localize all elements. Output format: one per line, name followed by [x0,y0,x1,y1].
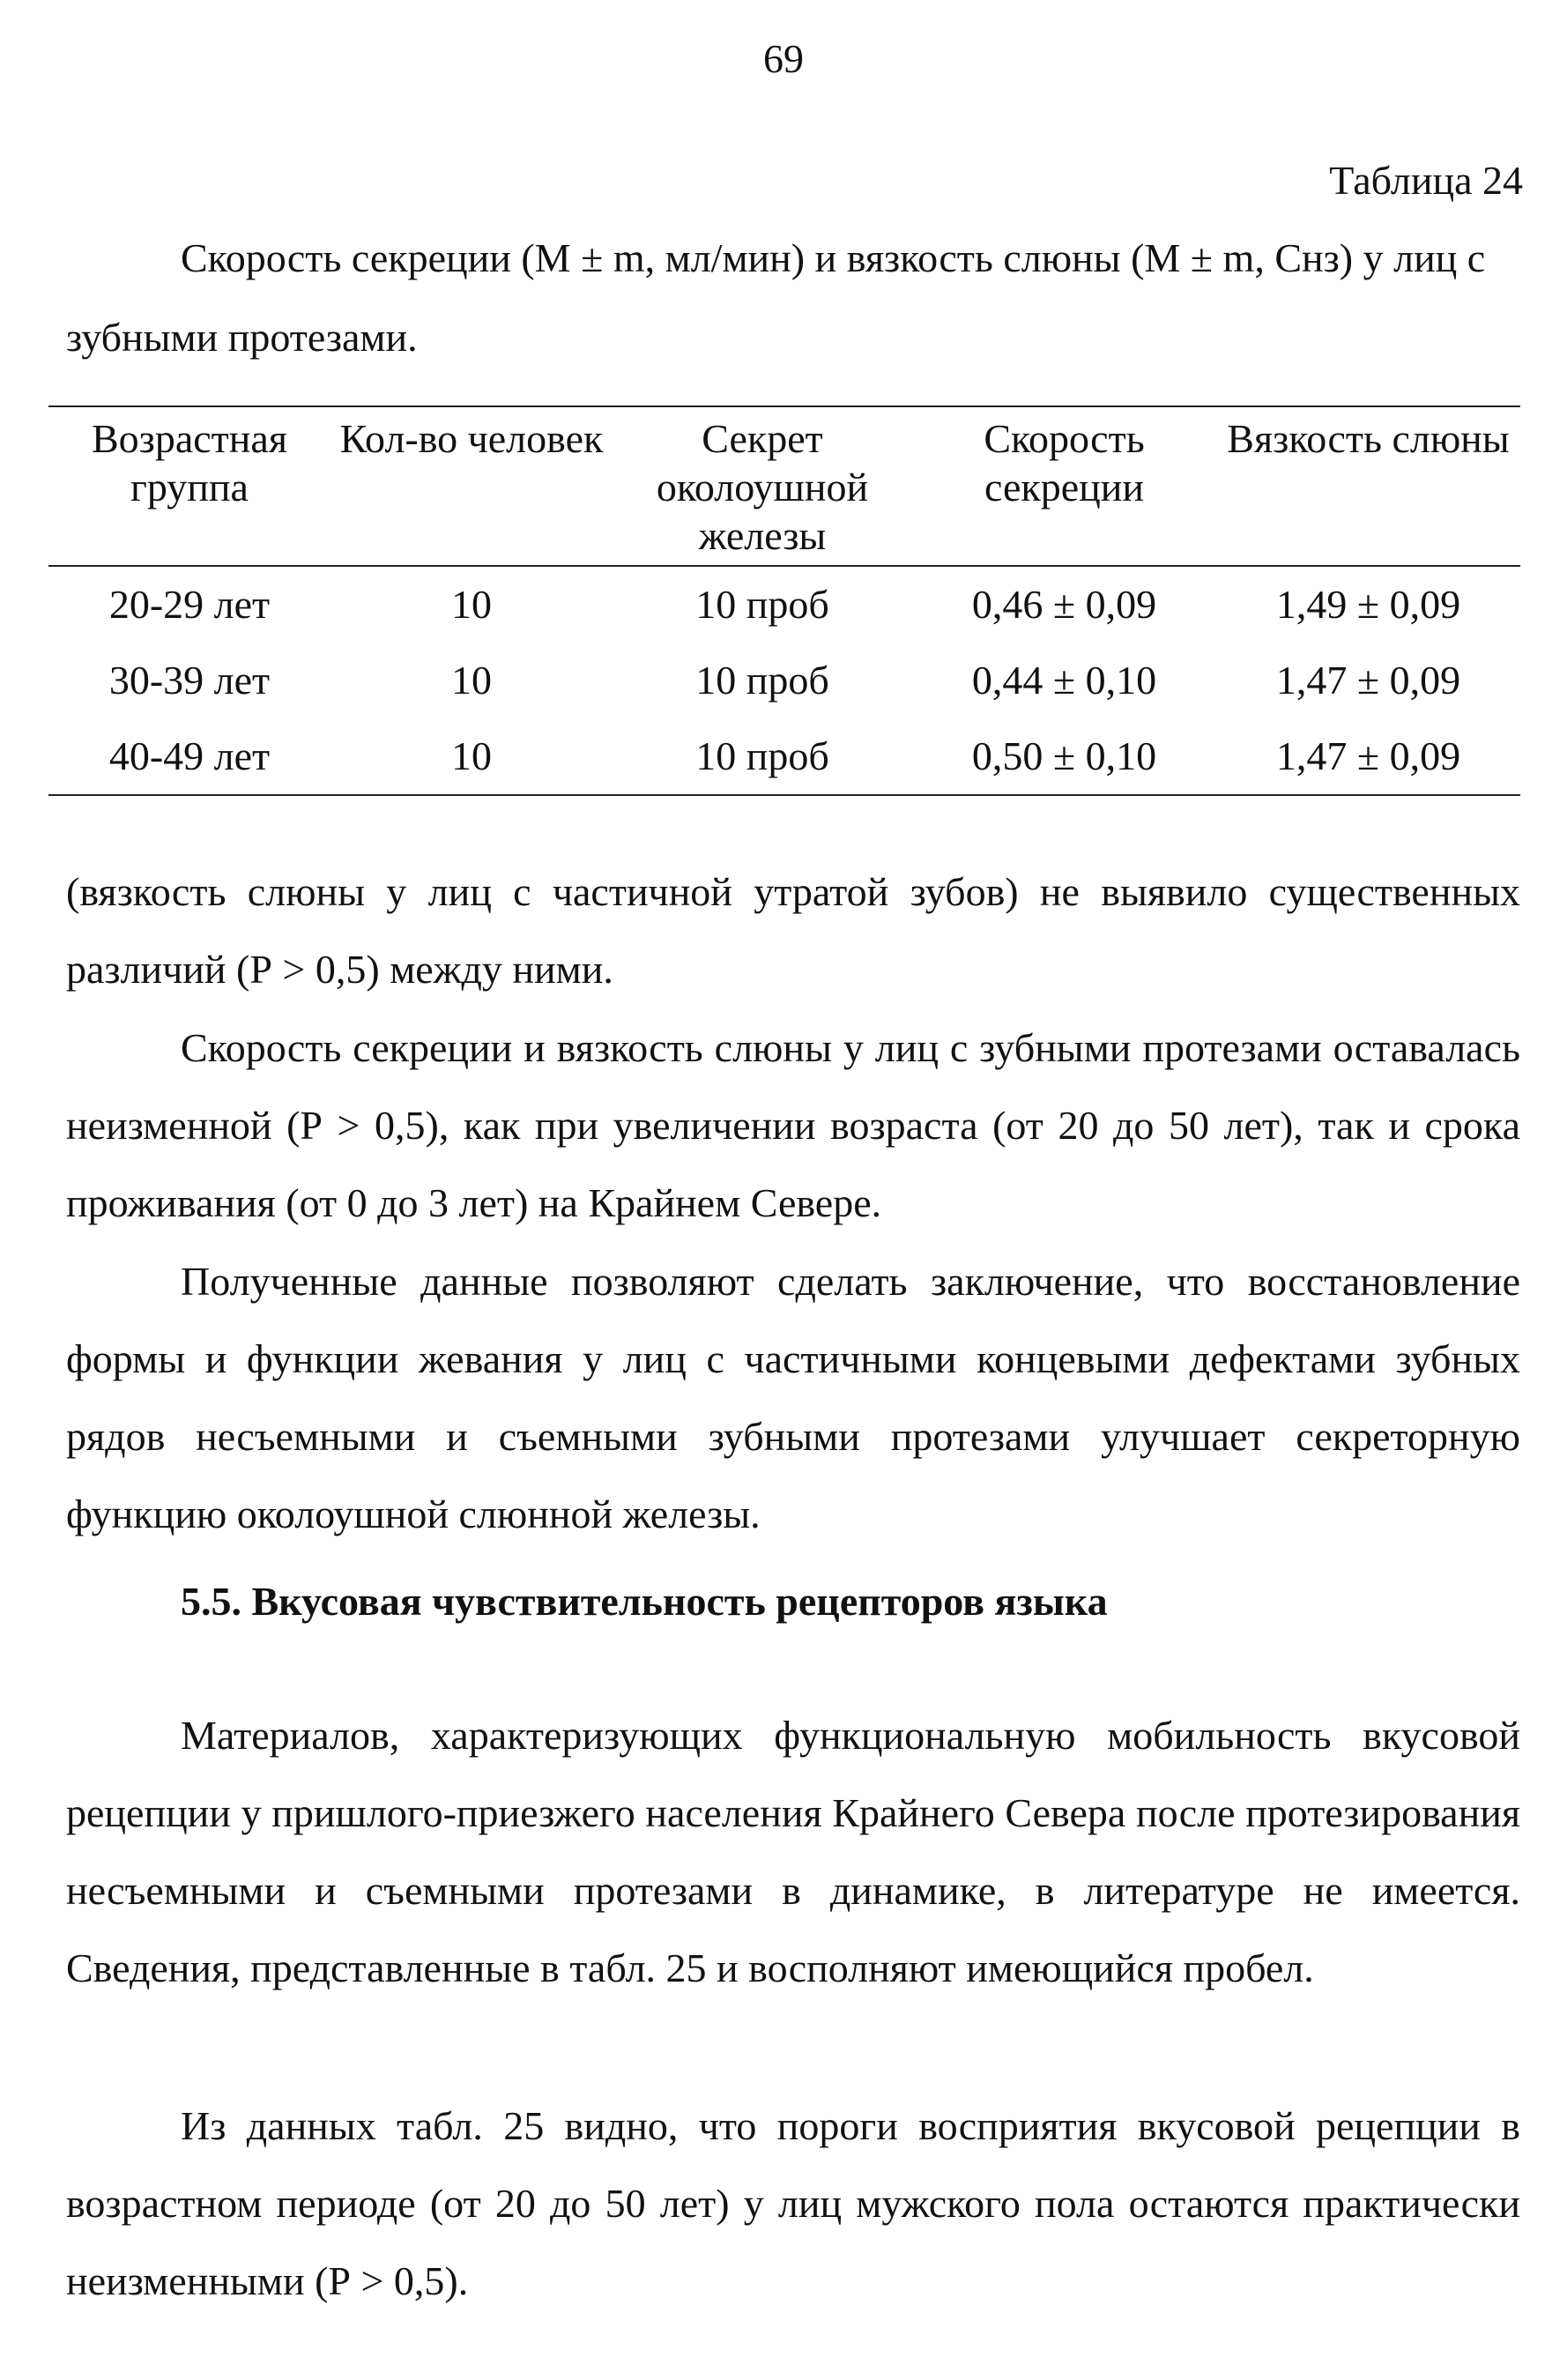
cell-age-group: 30-39 лет [108,658,271,703]
paragraph-text: Скорость секреции и вязкость слюны у лиц с зубными протезами оставалась неизменной (Р > 0,5), как при увеличении возраста (от 20 до 50 лет), так и срока проживания (от 0 до 3 лет) на Крайнем Севере. [66,1025,1520,1225]
paragraph-conclusion [66,1243,1520,1553]
cell-viscosity: 1,47 ± 0,09 [1216,718,1520,795]
cell-age-group: 20-29 лет [108,582,271,627]
cell-secretion-speed: 0,50 ± 0,10 [912,718,1216,795]
header-count: Кол-во человек [330,406,613,566]
data-table [48,405,1520,796]
table-caption: Таблица 24 [1329,158,1523,203]
header-age-group: Возрастная группа [48,406,330,566]
cell-secret: 10 проб [695,582,829,627]
table-row [48,643,1520,718]
paragraph-thresholds [66,2087,1520,2320]
paragraph-continuation [66,853,1520,1008]
cell-count: 10 [451,582,492,627]
cell-age-group: 40-49 лет [48,718,330,795]
paragraph-text: Полученные данные позволяют сделать заключение, что восстановление формы и функции жевания у лиц с частичными концевыми дефектами зубных рядов несъемными и съемными зубными протезами улучшает секреторную функцию околоушной слюнной железы. [66,1259,1520,1536]
paragraph-text: Материалов, характеризующих функциональную мобильность вкусовой рецепции у пришлого-приезжего населения Крайнего Севера после протезирования несъемными и съемными протезами в динамике, в литературе не имеется. Сведения, представленные в табл. 25 и восполняют имеющийся пробел. [66,1713,1520,1990]
table-row [48,566,1520,643]
cell-secretion-speed: 0,44 ± 0,10 [971,658,1157,703]
paragraph-secretion-unchanged [66,1009,1520,1242]
cell-count: 10 [330,718,613,795]
table-row [48,718,1520,795]
header-secret: Секрет околоушной железы [613,406,912,566]
cell-secret: 10 проб [613,718,912,795]
header-viscosity: Вязкость слюны [1216,406,1520,566]
table-title: Скорость секреции (М ± m, мл/мин) и вязкость слюны (М ± m, Снз) у лиц с зубными протезами. [66,235,1486,360]
cell-secretion-speed: 0,46 ± 0,09 [971,582,1157,627]
cell-viscosity: 1,47 ± 0,09 [1275,658,1461,703]
paragraph-text: Из данных табл. 25 видно, что пороги восприятия вкусовой рецепции в возрастном периоде (от 20 до 50 лет) у лиц мужского пола остаются практически неизменными (Р > 0,5). [66,2103,1520,2303]
cell-viscosity: 1,49 ± 0,09 [1275,582,1461,627]
cell-count: 10 [451,658,492,703]
table-header-row [48,406,1520,566]
page-number: 69 [763,36,804,81]
paragraph-materials [66,1697,1520,2007]
paragraph-text: (вязкость слюны у лиц с частичной утратой зубов) не выявило существенных различий (Р > 0,5) между ними. [66,869,1520,992]
section-heading: 5.5. Вкусовая чувствительность рецепторов языка [181,1579,1108,1624]
header-secretion-speed: Скорость секреции [912,406,1216,566]
cell-secret: 10 проб [695,658,829,703]
